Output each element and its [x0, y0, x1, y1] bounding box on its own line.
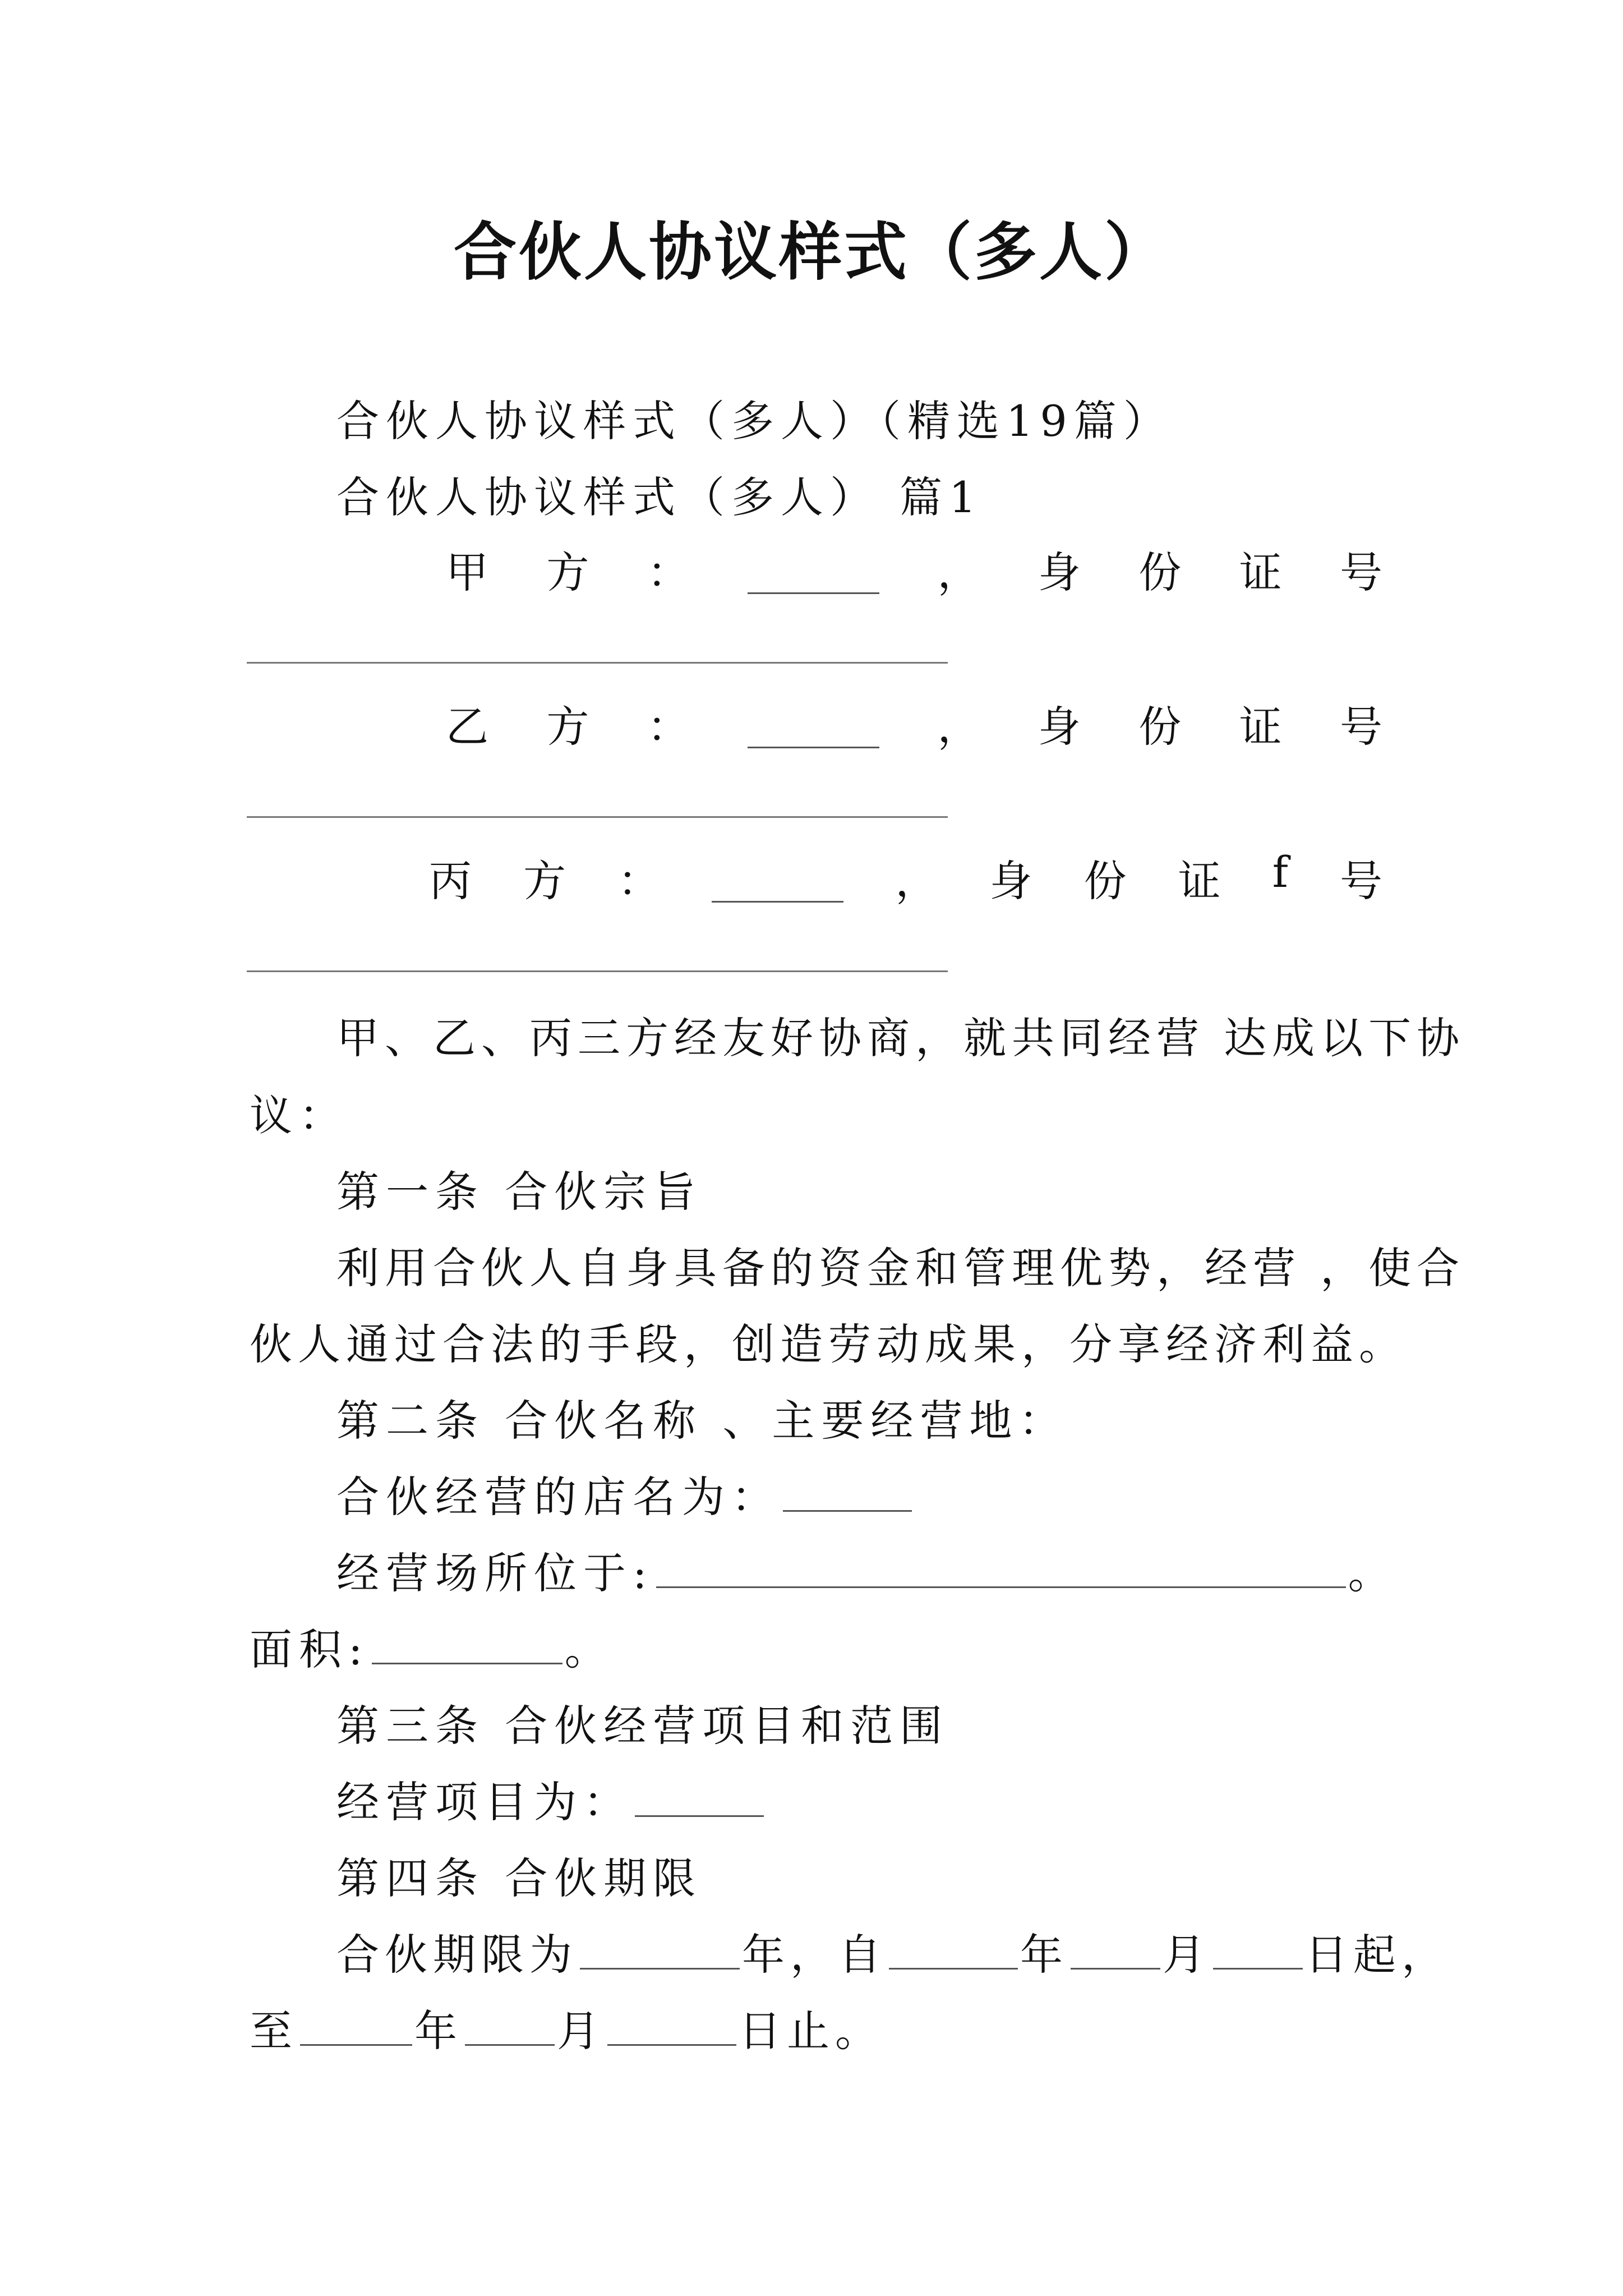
business-line: [336, 1768, 766, 1829]
article-text: 伙人通过合法的手段，创造劳动成果，分享经济利益。: [250, 1319, 1407, 1369]
party-c-char: ：: [617, 856, 661, 906]
party-b-name-blank[interactable]: [748, 712, 879, 748]
party-c-char: 号: [1339, 856, 1382, 906]
party-c-char: ，: [895, 856, 938, 906]
party-a-name-blank[interactable]: [748, 558, 879, 594]
party-a-line: [446, 539, 1382, 600]
party-c-char: 方: [523, 856, 566, 906]
location-label: 经营场所位于:: [336, 1548, 654, 1598]
article-heading: 第一条 合伙宗旨: [336, 1167, 703, 1217]
party-a-id-blank[interactable]: [247, 662, 948, 664]
party-c-char: 丙: [429, 856, 472, 906]
location-end: 。: [1348, 1548, 1398, 1598]
party-a-char: 甲: [446, 547, 488, 597]
intro-line: 甲、乙、丙三方经友好协商，就共同经营 达成以下协: [336, 1013, 1465, 1063]
term-text: 日止。: [739, 2006, 883, 2056]
term-years-blank[interactable]: [580, 1933, 740, 1970]
term-text: 日起，: [1305, 1930, 1450, 1980]
business-blank[interactable]: [635, 1780, 764, 1817]
end-day-blank[interactable]: [607, 2009, 736, 2046]
end-month-blank[interactable]: [465, 2009, 555, 2046]
term-text: 年: [414, 2006, 463, 2056]
area-label: 面积:: [250, 1625, 370, 1674]
article-text: 利用合伙人自身具备的资金和管理优势，经营 ，使合: [336, 1243, 1465, 1293]
article-heading: 第二条 合伙名称 、主要经营地：: [336, 1396, 1068, 1446]
party-a-char: ，: [937, 547, 980, 597]
subtitle: 合伙人协议样式（多人）（精选19篇）: [336, 396, 1173, 446]
area-end: 。: [564, 1625, 614, 1674]
start-day-blank[interactable]: [1213, 1933, 1303, 1970]
term-text: 合伙期限为: [336, 1930, 578, 1980]
start-month-blank[interactable]: [1071, 1933, 1160, 1970]
party-b-id-blank[interactable]: [247, 816, 948, 818]
party-b-line: [446, 693, 1382, 754]
business-label: 经营项目为：: [336, 1777, 633, 1827]
area-blank[interactable]: [372, 1628, 562, 1664]
term-text: 月: [1163, 1930, 1211, 1980]
party-b-char: ，: [937, 702, 980, 752]
term-line: [250, 1997, 883, 2058]
party-b-char: 证: [1239, 702, 1282, 752]
party-c-char: 证: [1178, 856, 1221, 906]
party-c-char: 身: [989, 856, 1032, 906]
party-c-char: f: [1272, 847, 1288, 897]
party-a-char: 身: [1038, 547, 1081, 597]
end-year-blank[interactable]: [300, 2009, 412, 2046]
party-a-char: ：: [647, 547, 690, 597]
party-b-char: 方: [546, 702, 589, 752]
party-b-char: 份: [1138, 702, 1182, 752]
party-a-char: 证: [1239, 547, 1282, 597]
term-text: 年: [1020, 1930, 1068, 1980]
party-a-char: 份: [1138, 547, 1182, 597]
party-b-char: ：: [647, 702, 690, 752]
party-b-char: 身: [1038, 702, 1081, 752]
location-blank[interactable]: [656, 1552, 1346, 1588]
term-line: [336, 1921, 1450, 1982]
term-text: 年，自: [742, 1930, 887, 1980]
party-c-line: [429, 847, 1382, 908]
shop-name-line: [336, 1463, 914, 1524]
party-c-name-blank[interactable]: [712, 866, 843, 903]
article-heading: 第四条 合伙期限: [336, 1853, 703, 1903]
party-b-char: 号: [1340, 702, 1382, 752]
start-year-blank[interactable]: [889, 1933, 1018, 1970]
party-a-char: 号: [1340, 547, 1382, 597]
term-text: 月: [557, 2006, 605, 2056]
location-line: [336, 1539, 1398, 1600]
intro-line: 议：: [250, 1091, 348, 1140]
party-c-char: 份: [1083, 856, 1127, 906]
shop-name-label: 合伙经营的店名为：: [336, 1472, 781, 1522]
shop-name-blank[interactable]: [783, 1475, 912, 1512]
area-line: [250, 1616, 614, 1677]
section-heading: 合伙人协议样式（多人） 篇1: [336, 472, 983, 522]
party-b-char: 乙: [446, 702, 488, 752]
party-a-char: 方: [546, 547, 589, 597]
article-heading: 第三条 合伙经营项目和范围: [336, 1701, 949, 1751]
document-title: 合伙人协议样式（多人）: [454, 216, 1169, 289]
party-c-id-blank[interactable]: [247, 970, 948, 972]
term-text: 至: [250, 2006, 298, 2056]
